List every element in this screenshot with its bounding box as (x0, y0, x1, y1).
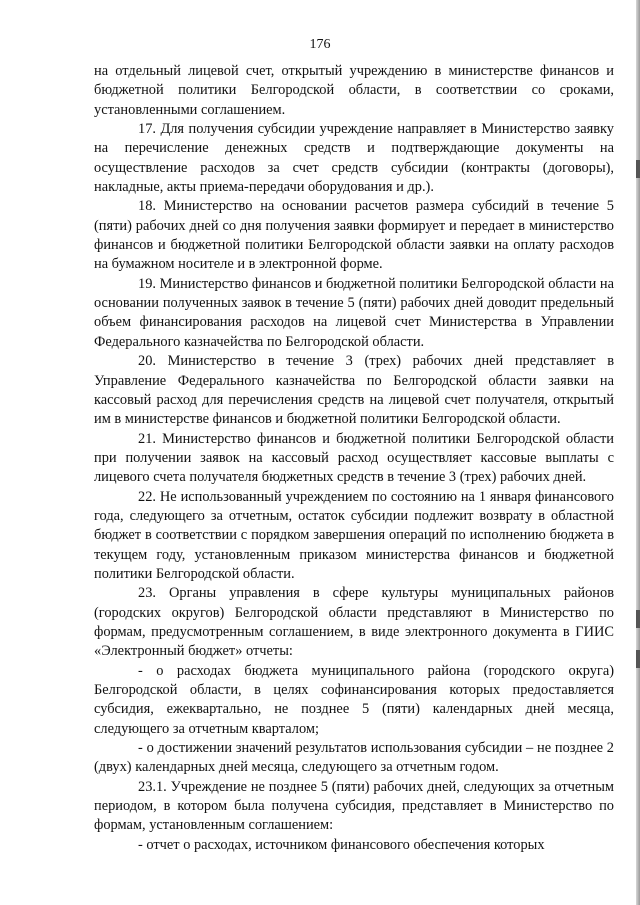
paragraph-continuation: на отдельный лицевой счет, открытый учреждению в министерстве финансов и бюджетной политики Белгородской области, в соответствии со сроками, установленными соглашением. (94, 63, 614, 118)
paragraph-23-1-item-report: - отчет о расходах, источником финансового обеспечения которых (138, 836, 545, 853)
scan-edge-shadow (636, 0, 640, 905)
scan-edge-mark (636, 160, 640, 178)
paragraph-23: 23. Органы управления в сфере культуры муниципальных районов (городских округов) Белгородской области представляют в Министерство по формам, предусмотренным соглашением, в виде электронного документа в ГИИС «Электронный бюджет» отчеты: (94, 585, 614, 660)
page-number: 176 (309, 37, 331, 52)
document-body (94, 62, 614, 855)
paragraph-18: 18. Министерство на основании расчетов размера субсидий в течение 5 (пяти) рабочих дней со дня получения заявки формирует и передает в министерство финансов и бюджетной политики Белгородской области заявки на оплату расходов на бумажном носителе и в электронной форме. (94, 198, 614, 273)
paragraph-19: 19. Министерство финансов и бюджетной политики Белгородской области на основании полученных заявок в течение 5 (пяти) рабочих дней доводит предельный объем финансирования расходов на лицевой счет Министерства в Управлении Федерального казначейства по Белгородской области. (94, 275, 614, 350)
scan-edge-mark (636, 610, 640, 628)
paragraph-22: 22. Не использованный учреждением по состоянию на 1 января финансового года, следующего за отчетным, остаток субсидии подлежит возврату в областной бюджет в соответствии с порядком завершения операций по исполнению бюджета в текущем году, установленным приказом министерства финансов и бюджетной политики Белгородской области. (94, 488, 614, 582)
paragraph-23-item-expenses: - о расходах бюджета муниципального района (городского округа) Белгородской области, в целях софинансирования которых предоставляется субсидия, ежеквартально, не позднее 5 (пяти) календарных дней месяца, следующего за отчетным кварталом; (94, 662, 614, 737)
paragraph-23-1: 23.1. Учреждение не позднее 5 (пяти) рабочих дней, следующих за отчетным периодом, в котором была получена субсидия, представляет в Министерство по формам, установленным соглашением: (94, 778, 614, 834)
scan-edge-mark (636, 650, 640, 668)
paragraph-20: 20. Министерство в течение 3 (трех) рабочих дней представляет в Управление Федерального казначейства по Белгородской области заявки на кассовый расход для перечисления средств на лицевой счет получателя, открытый им в министерстве финансов и бюджетной политики Белгородской области. (94, 353, 614, 428)
paragraph-23-item-results: - о достижении значений результатов использования субсидии – не позднее 2 (двух) календарных дней месяца, следующего за отчетным годом. (94, 740, 614, 776)
paragraph-17: 17. Для получения субсидии учреждение направляет в Министерство заявку на перечисление денежных средств и подтверждающие документы на осуществление расходов за счет средств субсидии (контракты (договоры), накладные, акты приема-передачи оборудования и др.). (94, 121, 614, 196)
paragraph-21: 21. Министерство финансов и бюджетной политики Белгородской области при получении заявок на кассовый расход осуществляет кассовые выплаты с лицевого счета получателя бюджетных средств в течение 3 (трех) рабочих дней. (94, 430, 614, 486)
